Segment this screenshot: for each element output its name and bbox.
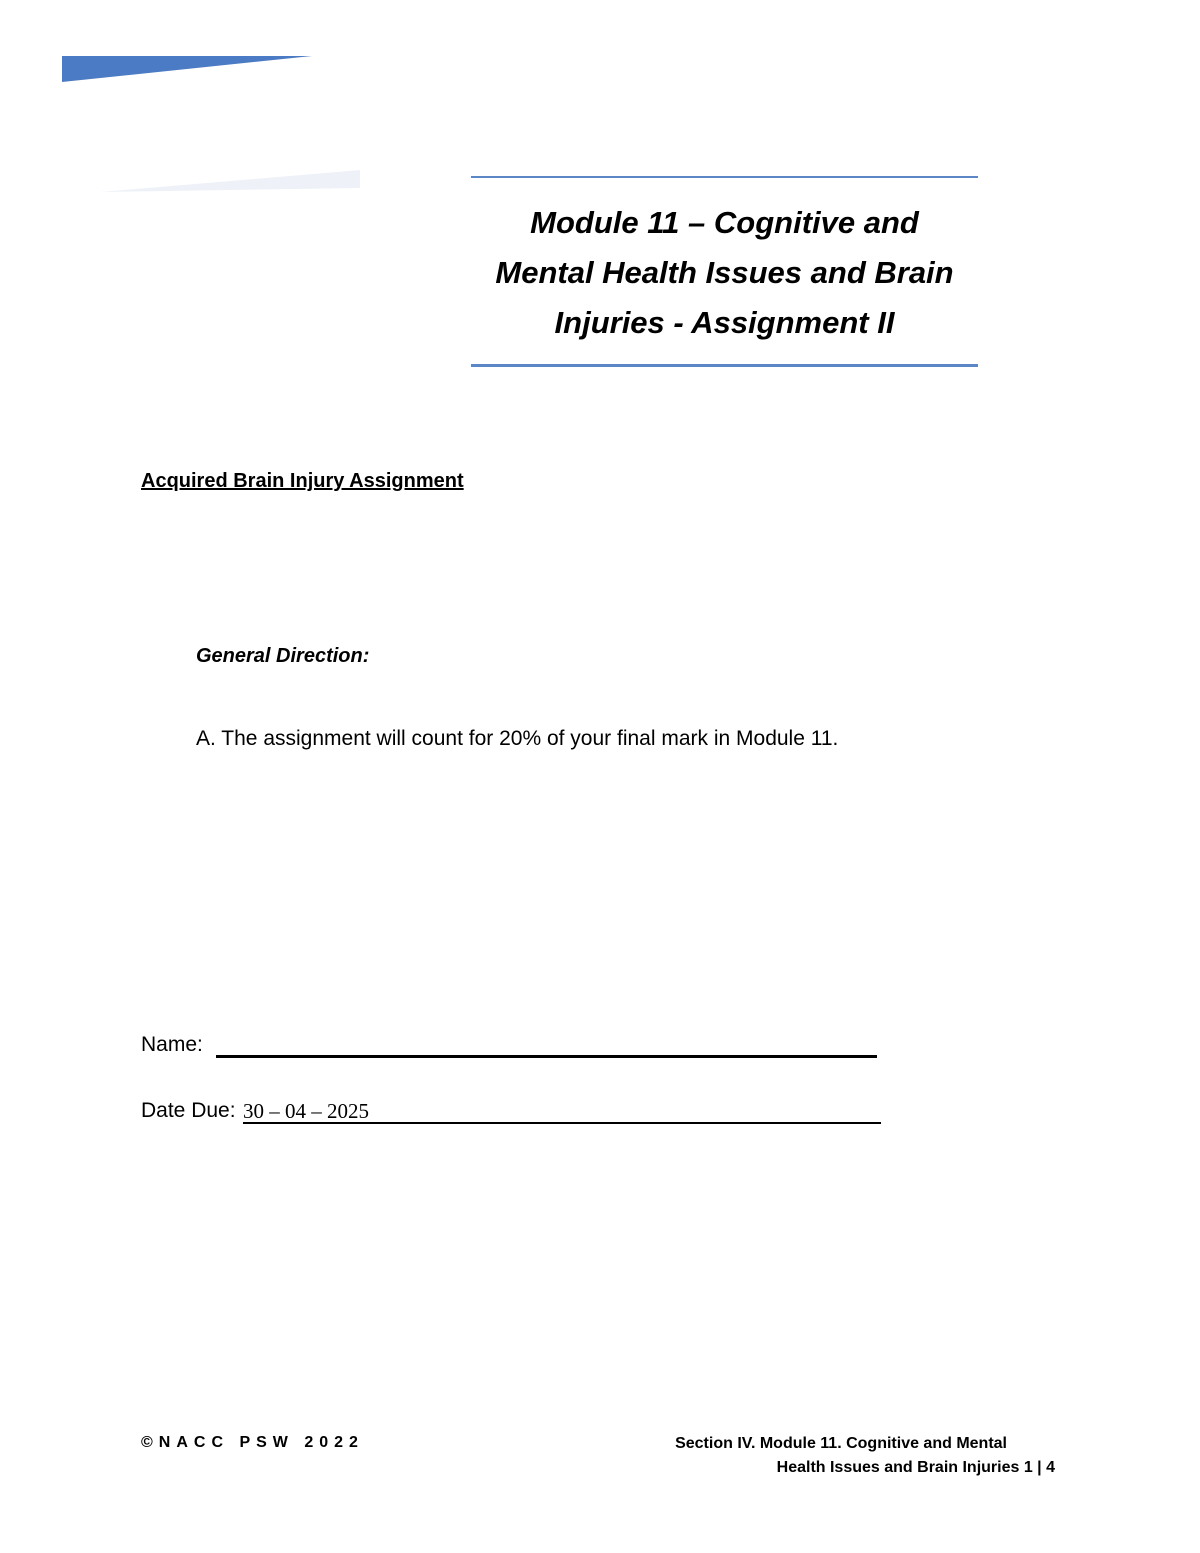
- document-title: [471, 198, 978, 348]
- title-bottom-rule: [471, 364, 978, 367]
- date-label: Date Due:: [141, 1099, 236, 1122]
- footer-section-info: [675, 1432, 1055, 1480]
- section-heading: Acquired Brain Injury Assignment: [141, 470, 464, 492]
- date-field-row: [141, 1099, 236, 1123]
- title-line-1: Module 11 – Cognitive and: [530, 205, 919, 240]
- name-input-line[interactable]: [216, 1055, 877, 1058]
- date-value: 30 – 04 – 2025: [243, 1099, 369, 1123]
- name-label: Name:: [141, 1033, 203, 1056]
- title-line-2: Mental Health Issues and Brain: [495, 255, 954, 290]
- header-banner-shadow: [100, 168, 360, 194]
- direction-heading: General Direction:: [196, 645, 370, 667]
- footer-copyright: ©NACC PSW 2022: [141, 1434, 364, 1451]
- header-banner-shadow-polygon: [100, 170, 360, 192]
- title-line-3: Injuries - Assignment II: [554, 305, 895, 340]
- name-field-row: [141, 1033, 203, 1057]
- direction-item: A. The assignment will count for 20% of your final mark in Module 11.: [196, 727, 839, 750]
- footer-section-line-1: Section IV. Module 11. Cognitive and Mental: [675, 1435, 1007, 1452]
- header-banner-polygon: [62, 56, 312, 82]
- date-input-line: [243, 1122, 881, 1124]
- title-top-rule: [471, 176, 978, 178]
- header-banner-shape: [62, 56, 312, 82]
- footer-section-line-2: Health Issues and Brain Injuries 1 | 4: [776, 1459, 1055, 1476]
